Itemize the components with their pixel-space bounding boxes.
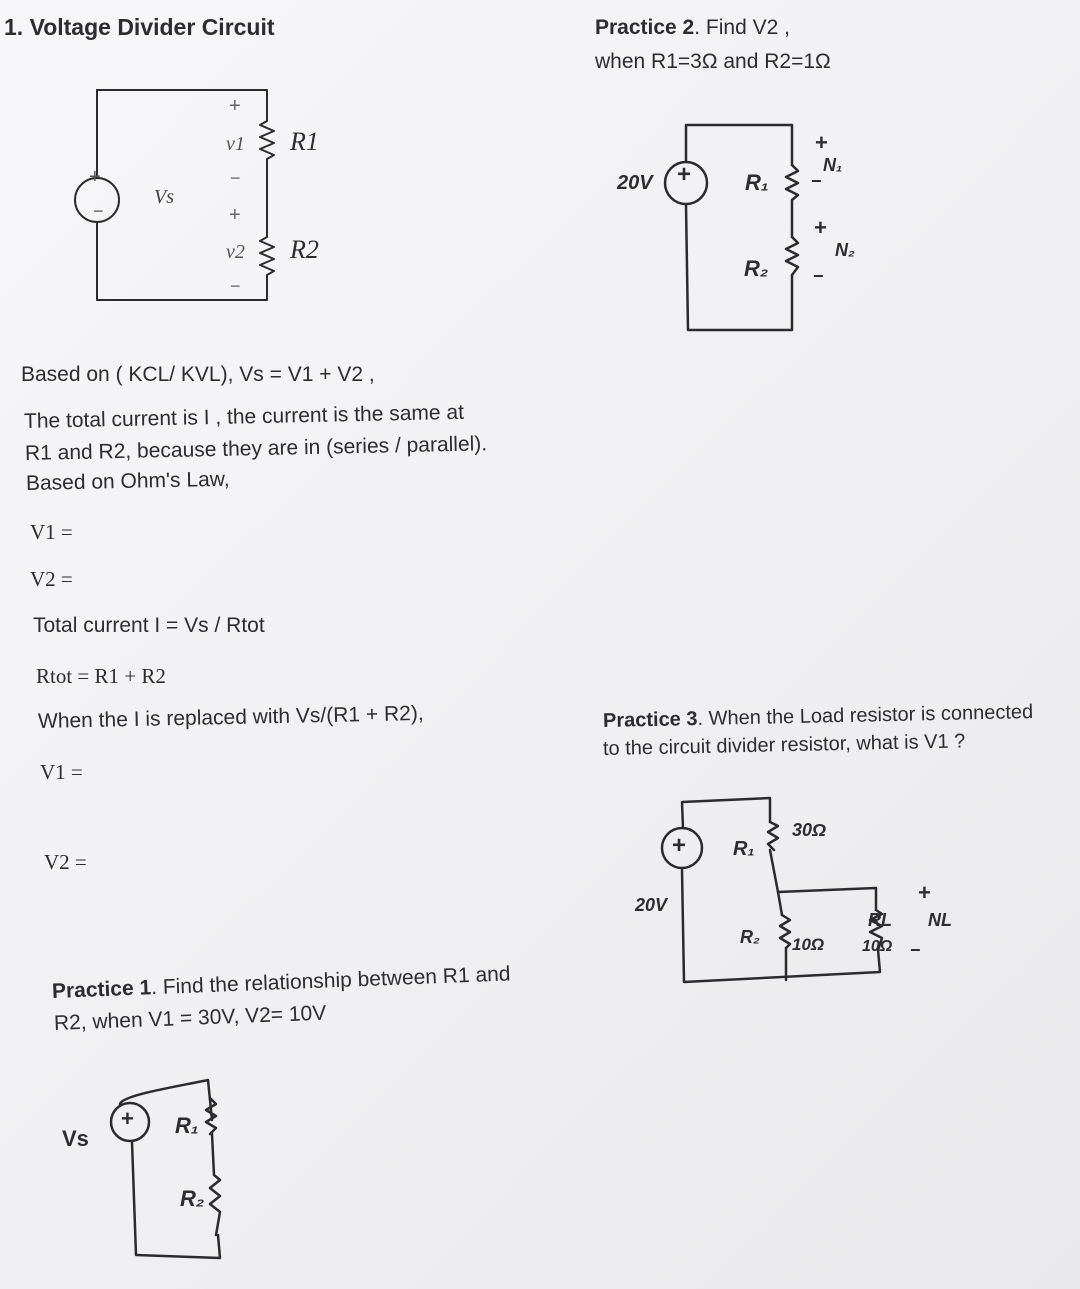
current-statement-line1: The total current is I , the current is the same at [23,400,465,433]
practice3-r1-label: R₁ [733,838,755,860]
practice3-r1-value: 30Ω [792,820,827,840]
practice2-source-label: 20V [617,172,653,194]
practice3-text2: to the circuit divider resistor, what is V1 ? [602,730,966,760]
practice1-label: Practice 1 [51,976,152,1003]
practice3-vl-label: NL [928,910,952,930]
r2-resistor-symbol [260,228,274,290]
v2-plus-sign: + [229,204,241,226]
v1-equation: V1 = [30,520,73,544]
practice2-v2-label: N₂ [835,240,855,260]
practice2-v2-plus: + [814,215,827,240]
v2-minus-sign: − [230,276,241,296]
practice3-r1-symbol [768,822,778,850]
practice2-v2-minus: − [813,266,824,286]
practice3-text1: . When the Load resistor is connected [697,700,1034,731]
practice3-source-label: 20V [635,895,668,915]
practice2-v1-label: N₁ [823,155,843,175]
r1-resistor-symbol [260,107,274,163]
kvl-statement: Based on ( KCL/ KVL), Vs = V1 + V2 , [21,363,375,386]
practice3-r2-value: 10Ω [792,935,825,954]
v1b-equation: V1 = [40,760,83,784]
total-current-equation: Total current I = Vs / Rtot [33,614,265,637]
practice3-plus-sign: + [672,832,687,859]
practice2-label: Practice 2 [595,16,695,39]
practice2-r1-label: R₁ [745,170,769,195]
v2b-equation: V2 = [44,850,87,874]
practice3-label: Practice 3 [602,708,698,732]
practice1-sketch [60,1070,260,1270]
v2-equation: V2 = [30,567,73,591]
practice1-text1: . Find the relationship between R1 and [150,962,511,1000]
vs-label: Vs [154,186,174,208]
practice3-vl-minus: − [910,940,921,960]
practice2-plus-sign: + [677,161,692,188]
practice3-rl-value: 10Ω [862,938,893,955]
source-minus-sign: − [93,201,104,221]
practice1-r2-label: R₂ [180,1186,205,1211]
v1-label: v1 [226,133,245,155]
practice2-v1-plus: + [815,130,828,155]
practice3-r2-label: R₂ [740,927,760,947]
replace-statement: When the I is replaced with Vs/(R1 + R2), [37,701,424,733]
practice3-r2-symbol [780,915,790,948]
practice2-text1: . Find V2 , [694,16,790,39]
practice1-r2-symbol [210,1134,220,1235]
practice1-vs-label: Vs [62,1126,89,1151]
rtot-equation: Rtot = R1 + R2 [36,664,166,688]
v2-label: v2 [226,241,245,263]
practice1-text2: R2, when V1 = 30V, V2= 10V [53,1001,327,1035]
practice3-line1 [603,701,1034,733]
practice3-sketch [650,790,910,1000]
v1-plus-sign: + [229,95,241,117]
voltage-divider-diagram [60,85,360,315]
practice3-rl-label: RL [868,910,892,930]
practice1-plus-sign: + [121,1106,134,1131]
practice2-r2-label: R₂ [744,256,769,281]
current-statement-line2: R1 and R2, because they are in (series / parallel). [24,432,488,465]
r2-label: R2 [290,235,319,264]
practice2-r1-symbol [786,165,798,200]
practice2-line1 [595,16,790,40]
practice1-line1 [52,962,511,1004]
ohm-law-statement: Based on Ohm's Law, [25,467,230,495]
practice2-v1-minus: − [811,171,822,191]
r1-label: R1 [290,127,319,156]
section-title: 1. Voltage Divider Circuit [4,14,275,40]
source-plus-sign: + [89,166,101,188]
practice2-text2: when R1=3Ω and R2=1Ω [595,50,831,73]
practice1-r1-label: R₁ [175,1113,199,1138]
practice2-r2-symbol [786,237,798,275]
practice2-sketch [660,115,860,345]
v1-minus-sign: − [230,168,241,188]
practice3-vl-plus: + [918,880,931,905]
